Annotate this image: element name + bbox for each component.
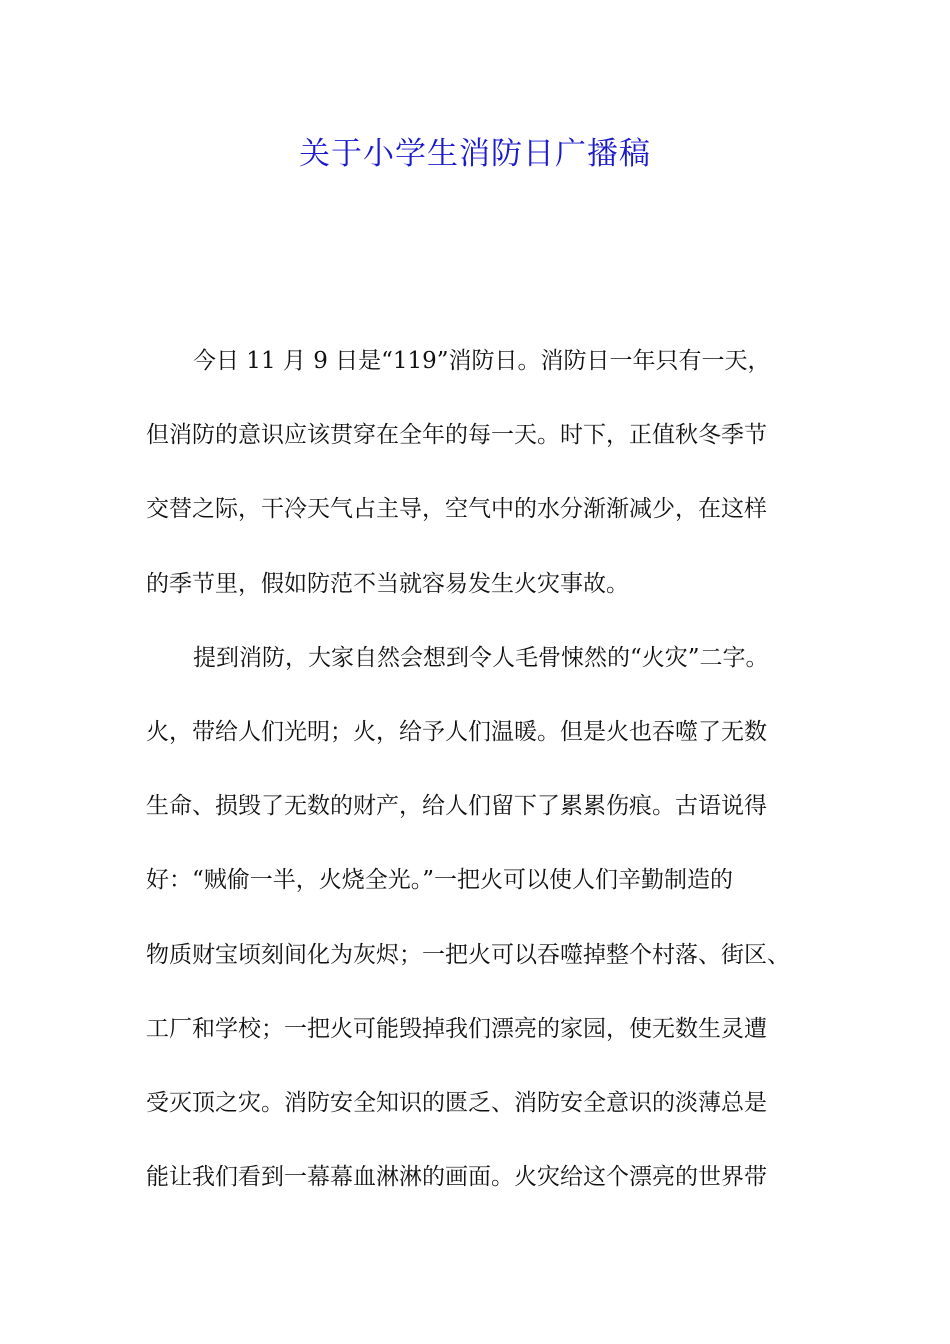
paragraph-line: 但消防的意识应该贯穿在全年的每一天。时下，正值秋冬季节 [146,422,767,449]
paragraph-line: 生命、损毁了无数的财产，给人们留下了累累伤痕。古语说得 [146,793,767,820]
paragraph-line: 交替之际，干冷天气占主导，空气中的水分渐渐减少，在这样 [146,496,767,523]
paragraph-2 [146,633,822,1227]
document-body [146,336,822,1226]
paragraph-line: 火，带给人们光明；火，给予人们温暖。但是火也吞噬了无数 [146,718,767,745]
paragraph-line: 物质财宝顷刻间化为灰烬；一把火可以吞噬掉整个村落、街区、 [146,941,790,968]
paragraph-line: 工厂和学校；一把火可能毁掉我们漂亮的家园，使无数生灵遭 [146,1015,767,1042]
paragraph-line: 的季节里，假如防范不当就容易发生火灾事故。 [146,570,629,597]
paragraph-line: 能让我们看到一幕幕血淋淋的画面。火灾给这个漂亮的世界带 [146,1164,767,1191]
paragraph-1 [146,336,822,633]
paragraph-line: 受灭顶之灾。消防安全知识的匮乏、消防安全意识的淡薄总是 [146,1089,767,1116]
paragraph-line: 今日 11 月 9 日是“119”消防日。消防日一年只有一天， [193,348,771,374]
paragraph-line: 好：“贼偷一半，火烧全光。”一把火可以使人们辛勤制造的 [146,867,734,894]
document-title: 关于小学生消防日广播稿 [299,136,651,172]
paragraph-line: 提到消防，大家自然会想到令人毛骨悚然的“火灾”二字。 [193,644,769,671]
